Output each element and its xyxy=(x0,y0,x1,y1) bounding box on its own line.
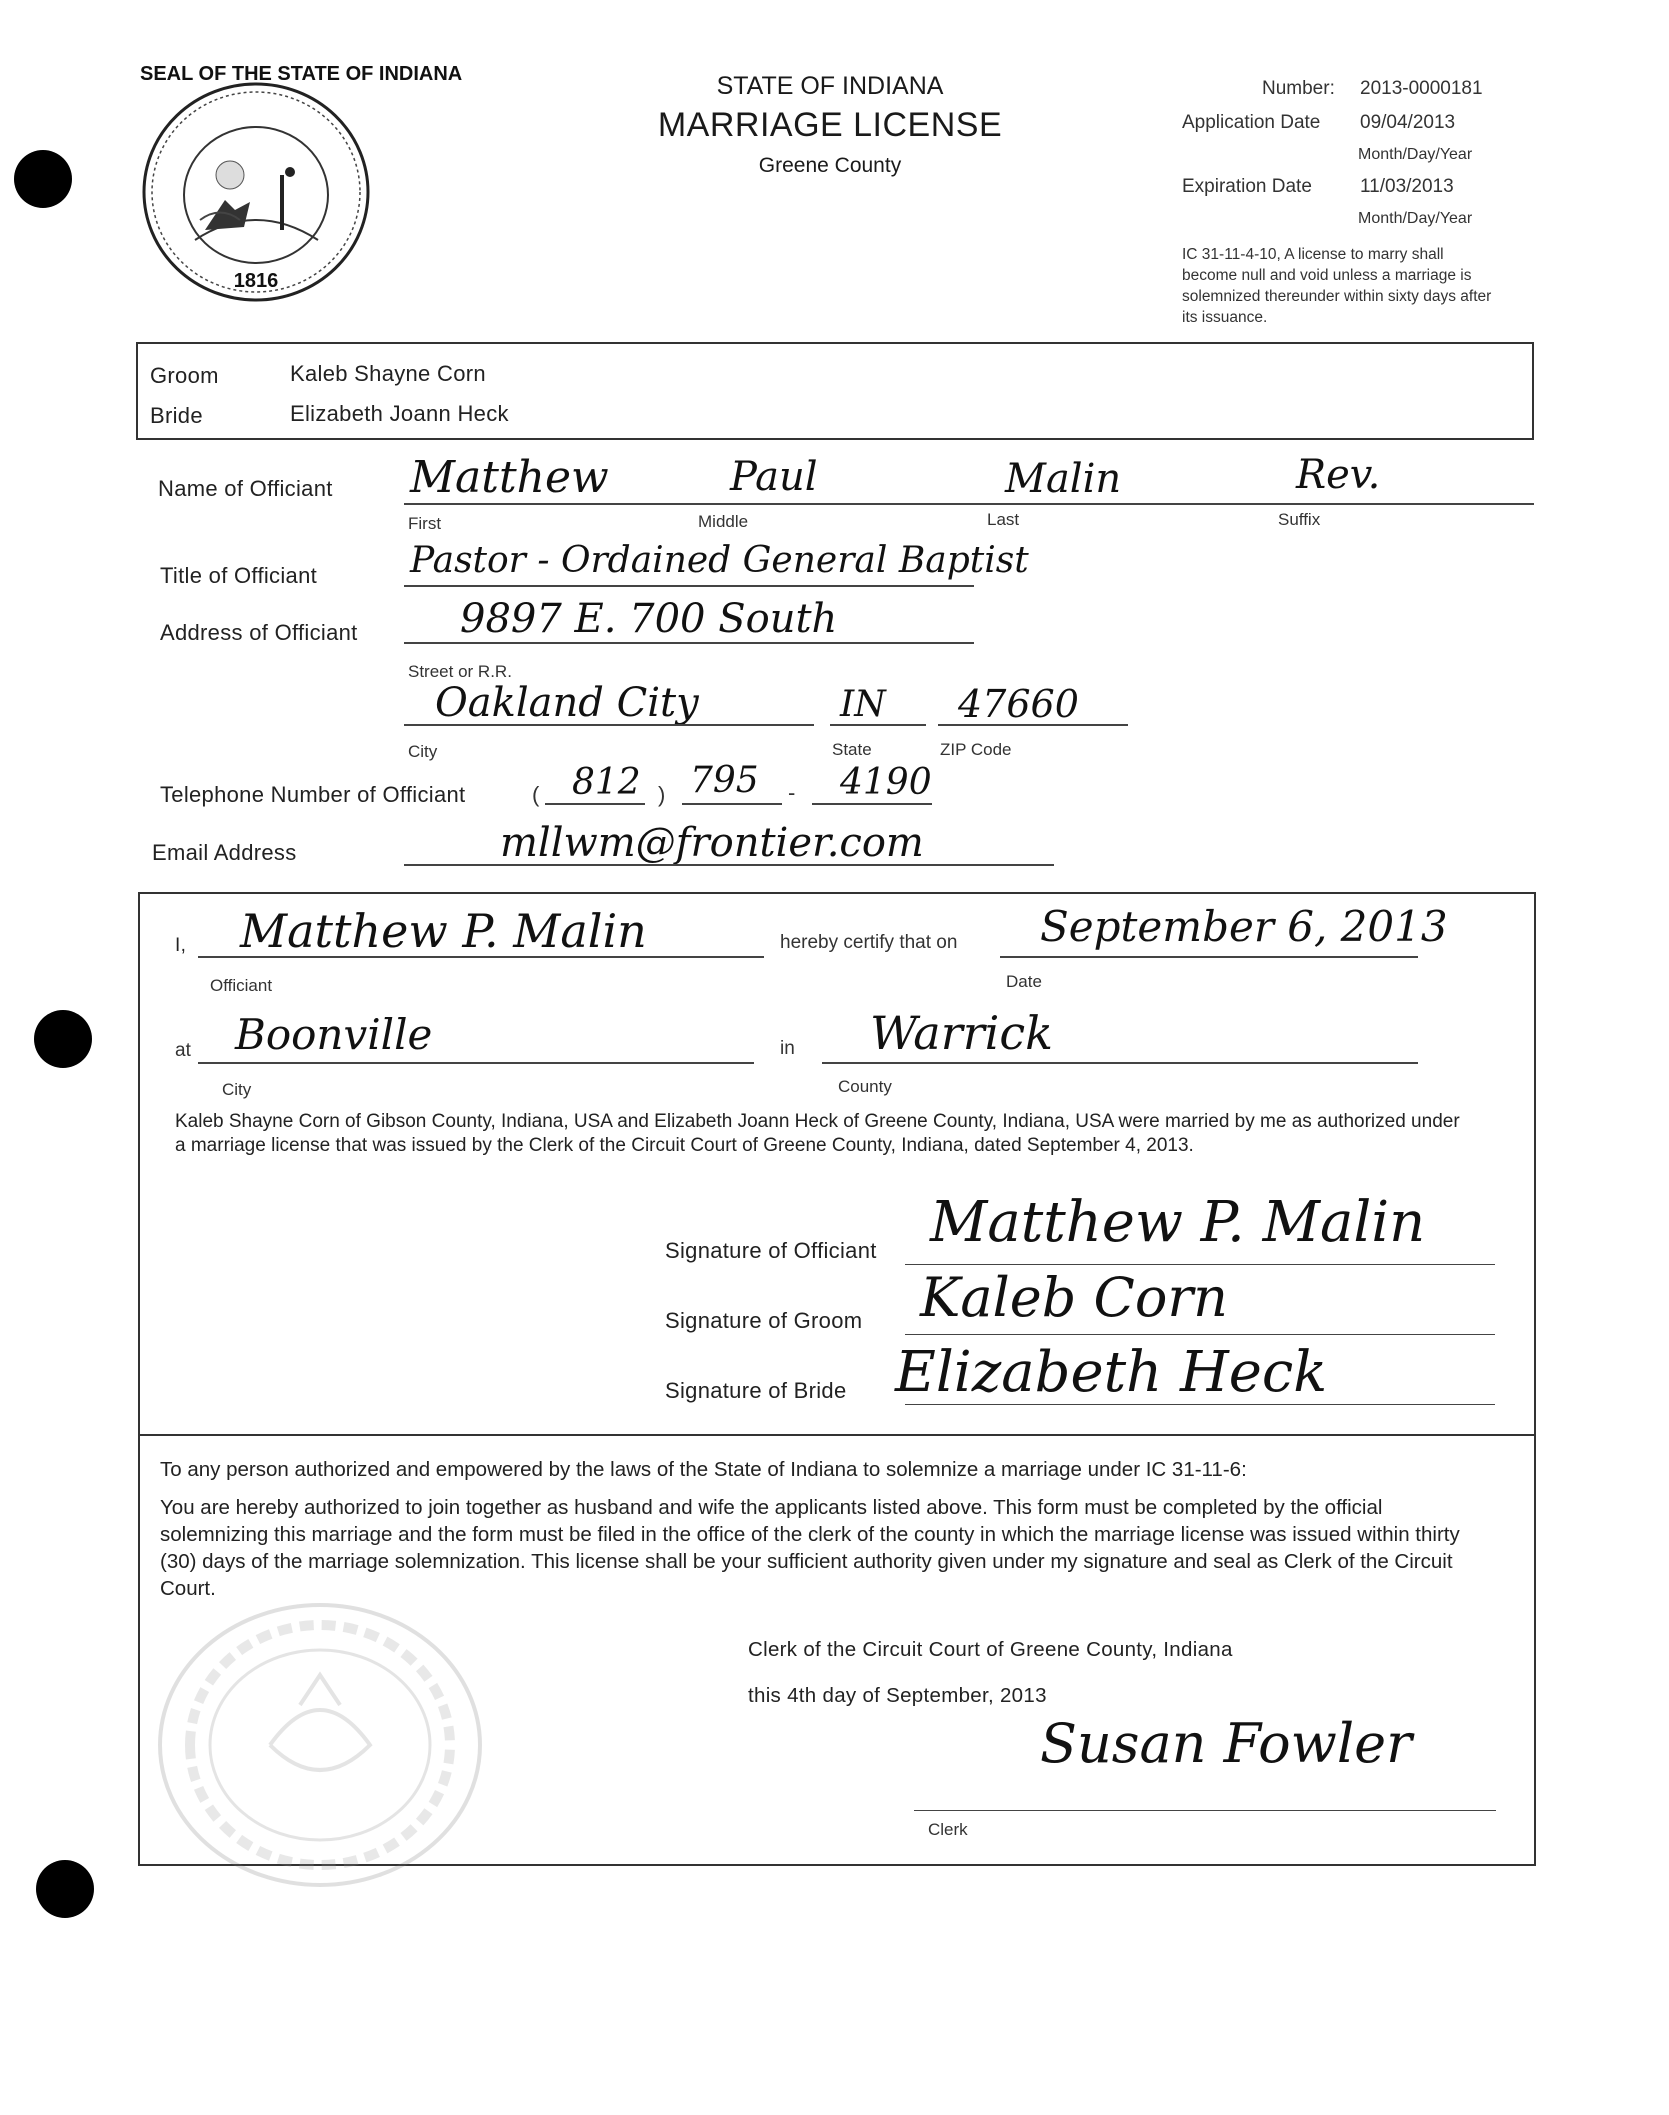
phone-close-paren: ) xyxy=(658,782,666,807)
county-caption: County xyxy=(838,1077,892,1096)
clerk-caption: Clerk xyxy=(928,1820,968,1839)
zip-underline xyxy=(938,724,1128,726)
in-text: in xyxy=(780,1038,795,1059)
city-underline xyxy=(404,724,814,726)
clerk-signature: Susan Fowler xyxy=(1040,1712,1412,1775)
cert-date-underline xyxy=(1000,956,1418,958)
authorization-heading: To any person authorized and empowered by the laws of the State of Indiana to solemnize a marriage under IC 31-11-6: xyxy=(160,1458,1247,1481)
number-label: Number: xyxy=(1262,78,1335,99)
embossed-clerk-seal xyxy=(150,1595,490,1895)
groom-name: Kaleb Shayne Corn xyxy=(290,361,486,386)
license-number: 2013-0000181 xyxy=(1360,78,1483,99)
bride-label: Bride xyxy=(150,403,203,428)
sig-groom-underline xyxy=(905,1334,1495,1335)
sig-bride-underline xyxy=(905,1404,1495,1405)
last-caption: Last xyxy=(987,510,1020,529)
state-caption: State xyxy=(832,740,872,759)
document-title: MARRIAGE LICENSE xyxy=(657,106,1003,144)
cert-city: Boonville xyxy=(235,1010,433,1059)
cert-i: I, xyxy=(175,935,187,956)
state-underline xyxy=(830,724,926,726)
certify-text: hereby certify that on xyxy=(780,932,958,953)
punch-hole-middle xyxy=(34,1010,92,1068)
officiant-name-label: Name of Officiant xyxy=(158,476,333,501)
phone-dash: - xyxy=(788,780,796,805)
at-text: at xyxy=(175,1040,191,1061)
sig-officiant-underline xyxy=(905,1264,1495,1265)
officiant-title: Pastor - Ordained General Baptist xyxy=(410,540,1029,581)
officiant-caption: Officiant xyxy=(210,976,273,995)
officiant-email: mllwm@frontier.com xyxy=(500,820,924,866)
groom-label: Groom xyxy=(150,363,219,388)
email-underline xyxy=(404,864,1054,866)
cert-officiant-name: Matthew P. Malin xyxy=(240,904,647,958)
date-format-1: Month/Day/Year xyxy=(1358,146,1473,163)
cert-city-underline xyxy=(198,1062,754,1064)
punch-hole-bottom xyxy=(36,1860,94,1918)
line-underline xyxy=(812,803,932,805)
sig-groom-label: Signature of Groom xyxy=(665,1308,863,1333)
cert-date: September 6, 2013 xyxy=(1040,902,1448,951)
middle-caption: Middle xyxy=(698,512,749,531)
clerk-line-1: Clerk of the Circuit Court of Greene County, Indiana xyxy=(748,1638,1233,1661)
seal-year: 1816 xyxy=(233,270,279,292)
officiant-last: Malin xyxy=(1005,456,1122,502)
cert-county: Warrick xyxy=(870,1006,1054,1060)
email-label: Email Address xyxy=(152,840,297,865)
suffix-caption: Suffix xyxy=(1278,510,1321,529)
phone-open-paren: ( xyxy=(532,782,540,807)
expiration-date: 11/03/2013 xyxy=(1360,176,1454,197)
clerk-underline xyxy=(914,1810,1496,1811)
officiant-middle: Paul xyxy=(730,454,818,500)
seal-text: SEAL OF THE STATE OF INDIANA xyxy=(140,63,463,85)
clerk-line-2: this 4th day of September, 2013 xyxy=(748,1684,1047,1707)
officiant-city: Oakland City xyxy=(435,680,699,726)
officiant-zip: 47660 xyxy=(958,682,1079,726)
application-date: 09/04/2013 xyxy=(1360,112,1456,133)
marriage-statement: Kaleb Shayne Corn of Gibson County, Indiana, USA and Elizabeth Joann Heck of Greene County, Indiana, USA were married by me as authorized under a marriage license that was issued by the Clerk of the Circuit Court of Greene County, Indiana, dated September 4, 2013. xyxy=(175,1111,1460,1156)
punch-hole-top xyxy=(14,150,72,208)
authorization-body: You are hereby authorized to join together as husband and wife the applicants listed above. This form must be completed by the official solemnizing this marriage and the form must be filed in the office of the clerk of the county in which the marriage license was issued within thirty (30) days of the marriage solemnization. This license shall be your sufficient authority given under my signature and seal as Clerk of the Circuit Court. xyxy=(160,1496,1460,1600)
officiant-street: 9897 E. 700 South xyxy=(460,596,838,642)
prefix-underline xyxy=(682,803,782,805)
state-heading: STATE OF INDIANA xyxy=(716,72,944,100)
validity-note: IC 31-11-4-10, A license to marry shall become null and void unless a marriage is solemnized thereunder within sixty days after its issuance. xyxy=(1182,246,1492,326)
phone-label: Telephone Number of Officiant xyxy=(160,782,466,807)
title-label: Title of Officiant xyxy=(160,563,318,588)
cert-county-underline xyxy=(822,1062,1418,1064)
application-date-label: Application Date xyxy=(1182,112,1321,133)
street-underline xyxy=(404,642,974,644)
phone-line: 4190 xyxy=(840,762,932,803)
county-heading: Greene County xyxy=(758,154,902,177)
officiant-suffix: Rev. xyxy=(1296,452,1381,498)
name-underline xyxy=(404,503,1534,505)
zip-caption: ZIP Code xyxy=(940,740,1012,759)
cert-officiant-underline xyxy=(198,956,764,958)
officiant-first: Matthew xyxy=(410,452,609,503)
street-caption: Street or R.R. xyxy=(408,662,512,681)
sig-groom: Kaleb Corn xyxy=(920,1266,1228,1329)
sig-officiant: Matthew P. Malin xyxy=(930,1190,1426,1255)
first-caption: First xyxy=(408,514,442,533)
expiration-date-label: Expiration Date xyxy=(1182,176,1312,197)
sig-bride-label: Signature of Bride xyxy=(665,1378,847,1403)
bride-name: Elizabeth Joann Heck xyxy=(290,401,509,426)
address-label: Address of Officiant xyxy=(160,620,358,645)
city-caption: City xyxy=(408,742,438,761)
date-format-2: Month/Day/Year xyxy=(1358,210,1473,227)
sig-bride: Elizabeth Heck xyxy=(895,1340,1328,1405)
phone-area-code: 812 xyxy=(572,762,641,803)
title-underline xyxy=(404,585,974,587)
phone-prefix: 795 xyxy=(690,760,759,801)
state-seal xyxy=(140,63,463,304)
area-underline xyxy=(545,803,645,805)
date-caption: Date xyxy=(1006,972,1042,991)
officiant-state: IN xyxy=(840,684,886,725)
sig-officiant-label: Signature of Officiant xyxy=(665,1238,877,1263)
city-caption-cert: City xyxy=(222,1080,252,1099)
